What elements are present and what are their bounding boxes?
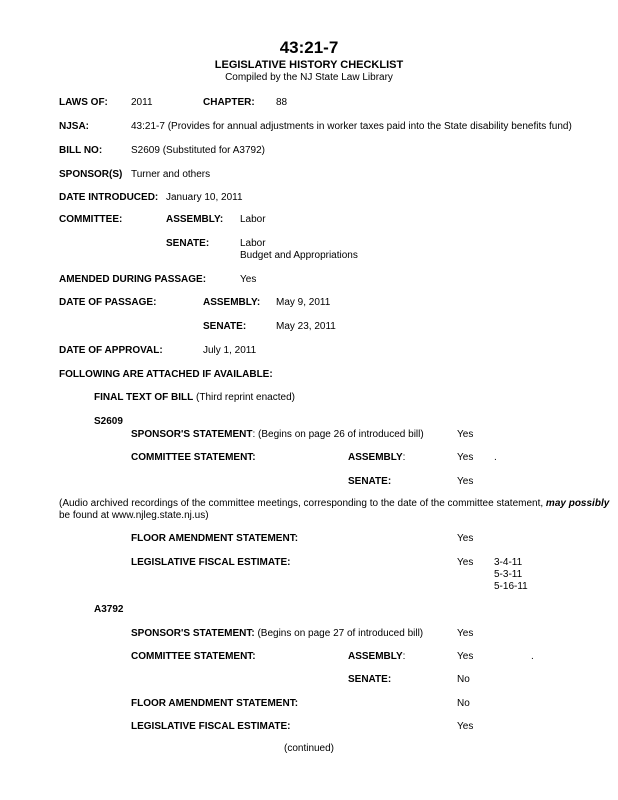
s2609-assembly-colon: : <box>402 452 406 463</box>
passage-assembly-value: May 9, 2011 <box>276 297 331 308</box>
a3792-assembly-value: Yes <box>457 651 474 662</box>
a3792-label: A3792 <box>94 604 124 615</box>
passage-assembly-label: ASSEMBLY: <box>203 297 261 308</box>
njsa-value: 43:21-7 (Provides for annual adjustments in worker taxes paid into the State disability benefits fund) <box>131 121 572 132</box>
committee-senate-value-1: Labor <box>240 238 266 249</box>
continued-note: (continued) <box>283 743 335 754</box>
a3792-assembly-mark: . <box>531 651 534 662</box>
s2609-sponsor-statement-value: Yes <box>457 429 474 440</box>
a3792-sponsor-statement-note: (Begins on page 27 of introduced bill) <box>254 628 424 639</box>
s2609-fiscal-estimate-label: LEGISLATIVE FISCAL ESTIMATE: <box>131 557 291 568</box>
njsa-label: NJSA: <box>59 121 90 132</box>
statute-number: 43:21-7 <box>279 38 339 57</box>
page-subtitle: Compiled by the NJ State Law Library <box>225 72 393 83</box>
attached-heading: FOLLOWING ARE ATTACHED IF AVAILABLE: <box>59 369 273 380</box>
laws-of-label: LAWS OF: <box>59 97 108 108</box>
committee-assembly-value: Labor <box>240 214 266 225</box>
page-title: LEGISLATIVE HISTORY CHECKLIST <box>214 59 404 71</box>
committee-assembly-label: ASSEMBLY: <box>166 214 224 225</box>
a3792-floor-amendment-label: FLOOR AMENDMENT STATEMENT: <box>131 698 299 709</box>
committee-senate-value-2: Budget and Appropriations <box>240 250 358 261</box>
s2609-senate-label: SENATE: <box>348 476 392 487</box>
a3792-senate-label: SENATE: <box>348 674 392 685</box>
s2609-committee-statement-label: COMMITTEE STATEMENT: <box>131 452 256 463</box>
s2609-floor-amendment-label: FLOOR AMENDMENT STATEMENT: <box>131 533 299 544</box>
audio-note-emphasis: may possibly <box>545 498 610 509</box>
s2609-sponsor-statement-label: SPONSOR'S STATEMENT <box>131 429 253 440</box>
s2609-assembly-mark: . <box>494 452 497 463</box>
committee-label: COMMITTEE: <box>59 214 123 225</box>
a3792-sponsor-statement-label: SPONSOR'S STATEMENT: <box>131 628 255 639</box>
s2609-assembly-label: ASSEMBLY <box>348 452 403 463</box>
approval-value: July 1, 2011 <box>203 345 257 356</box>
a3792-assembly-colon: : <box>402 651 406 662</box>
sponsors-value: Turner and others <box>131 169 211 180</box>
chapter-label: CHAPTER: <box>203 97 255 108</box>
date-introduced-label: DATE INTRODUCED: <box>59 192 159 203</box>
passage-label: DATE OF PASSAGE: <box>59 297 157 308</box>
passage-senate-value: May 23, 2011 <box>276 321 336 332</box>
audio-note-line-1 <box>59 498 609 510</box>
chapter-value: 88 <box>276 97 288 108</box>
committee-senate-label: SENATE: <box>166 238 210 249</box>
s2609-assembly-value: Yes <box>457 452 474 463</box>
s2609-label: S2609 <box>94 416 123 427</box>
final-text-label: FINAL TEXT OF BILL <box>94 392 194 403</box>
amended-label: AMENDED DURING PASSAGE: <box>59 274 207 285</box>
a3792-sponsor-statement-value: Yes <box>457 628 474 639</box>
a3792-fiscal-estimate-label: LEGISLATIVE FISCAL ESTIMATE: <box>131 721 291 732</box>
a3792-sponsor-statement <box>131 628 423 640</box>
bill-no-label: BILL NO: <box>59 145 103 156</box>
amended-value: Yes <box>240 274 257 285</box>
s2609-floor-amendment-value: Yes <box>457 533 474 544</box>
sponsors-label: SPONSOR(S) <box>59 169 123 180</box>
laws-of-year: 2011 <box>131 97 153 108</box>
a3792-assembly-label: ASSEMBLY <box>348 651 403 662</box>
s2609-fiscal-date-2: 5-3-11 <box>494 569 523 580</box>
bill-no-value: S2609 (Substituted for A3792) <box>131 145 265 156</box>
passage-senate-label: SENATE: <box>203 321 247 332</box>
s2609-assembly <box>348 452 405 464</box>
date-introduced-value: January 10, 2011 <box>166 192 243 203</box>
a3792-floor-amendment-value: No <box>457 698 470 709</box>
audio-note-line-2: be found at www.njleg.state.nj.us) <box>59 510 209 521</box>
s2609-fiscal-date-3: 5-16-11 <box>494 581 528 592</box>
s2609-sponsor-statement <box>131 429 424 441</box>
a3792-senate-value: No <box>457 674 470 685</box>
s2609-fiscal-date-1: 3-4-11 <box>494 557 523 568</box>
s2609-sponsor-statement-note: : (Begins on page 26 of introduced bill) <box>252 429 424 440</box>
final-text-line <box>94 392 295 404</box>
approval-label: DATE OF APPROVAL: <box>59 345 163 356</box>
audio-note-text: (Audio archived recordings of the committee meetings, corresponding to the date of the committee statement, <box>59 498 546 509</box>
s2609-senate-value: Yes <box>457 476 474 487</box>
final-text-note: (Third reprint enacted) <box>193 392 295 403</box>
a3792-committee-statement-label: COMMITTEE STATEMENT: <box>131 651 256 662</box>
s2609-fiscal-estimate-value: Yes <box>457 557 474 568</box>
a3792-fiscal-estimate-value: Yes <box>457 721 474 732</box>
a3792-assembly <box>348 651 405 663</box>
